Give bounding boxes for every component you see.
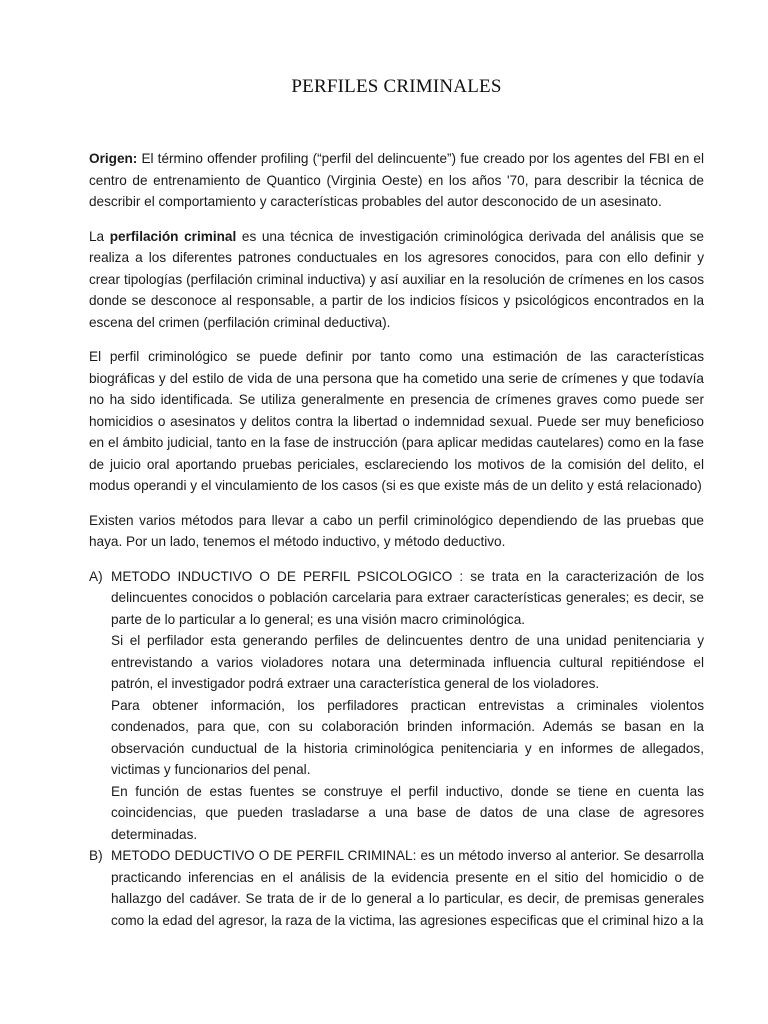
inductivo-lead: METODO INDUCTIVO O DE PERFIL PSICOLOGICO :	[111, 568, 464, 584]
paragraph-origin	[89, 148, 704, 213]
list-marker-a: A)	[89, 568, 103, 584]
origin-text: El término offender profiling (“perfil del delincuente”) fue creado por los agentes del FBI en el centro de entrenamiento de Quantico (Virginia Oeste) en los años '70, para describir la técnica de describir el comportamiento y características probables del autor desconocido de un asesinato.	[89, 151, 704, 209]
paragraph-perfil-criminologico: El perfil criminológico se puede definir por tanto como una estimación de las características biográficas y del estilo de vida de una persona que ha cometido una serie de crímenes y que todavía no ha sido identificada. Se utiliza generalmente en presencia de crímenes graves como puede ser homicidios o asesinatos y delitos contra la libertad o indemnidad sexual. Puede ser muy beneficioso en el ámbito judicial, tanto en la fase de instrucción (para aplicar medidas cautelares) como en la fase de juicio oral aportando pruebas periciales, esclareciendo los motivos de la comisión del delito, el modus operandi y el vinculamiento de los casos (si es que existe más de un delito y está relacionado)	[89, 349, 704, 493]
perfilacion-bold: perfilación criminal	[109, 228, 237, 244]
list-item-deductivo	[89, 845, 704, 931]
paragraph-perfilacion	[89, 226, 704, 334]
methods-list	[89, 566, 704, 932]
deductivo-lead: METODO DEDUCTIVO O DE PERFIL CRIMINAL:	[111, 848, 417, 863]
list-item-inductivo	[89, 566, 704, 846]
perfilacion-pre: La	[89, 228, 110, 244]
inductivo-sub-3: En función de estas fuentes se construye el perfil inductivo, donde se tiene en cuenta las coincidencias, que pueden trasladarse a una base de datos de una clase de agresores determinadas.	[111, 783, 704, 842]
paragraph-metodos: Existen varios métodos para llevar a cabo un perfil criminológico dependiendo de las pruebas que haya. Por un lado, tenemos el método inductivo, y método deductivo.	[89, 512, 704, 549]
inductivo-sub-2: Para obtener información, los perfiladores practican entrevistas a criminales violentos condenados, para que, con su colaboración brinden información. Además se basan en la observación cunductual de la historia criminológica penitenciaria y en informes de allegados, victimas y funcionarios del penal.	[111, 697, 704, 777]
document-title: PERFILES CRIMINALES	[291, 76, 502, 97]
deductivo-text: es un método inverso al anterior. Se desarrolla practicando inferencias en el análisis de la evidencia presente en el sitio del homicidio o de hallazgo del cadáver. Se trata de ir de lo general a lo particular, es decir, de premisas generales como la edad del agresor, la raza de la victima, las agresiones especificas que el criminal hizo a la	[111, 848, 704, 928]
inductivo-text: se trata en la caracterización de los delincuentes conocidos o población carcelaria para extraer características generales; es decir, se parte de lo particular a lo general; es una visión macro criminológica.	[111, 568, 704, 627]
origin-lead: Origen:	[89, 151, 138, 166]
inductivo-sub-1: Si el perfilador esta generando perfiles de delincuentes dentro de una unidad penitenciaria y entrevistando a varios violadores notara una determinada influencia cultural repitiéndose el patrón, el investigador podrá extraer una característica general de los violadores.	[111, 633, 704, 691]
perfilacion-text: es una técnica de investigación criminológica derivada del análisis que se realiza a los diferentes patrones conductuales en los agresores conocidos, para con ello definir y crear tipologías (perfilación criminal inductiva) y así auxiliar en la resolución de crímenes en los casos donde se desconoce al responsable, a partir de los indicios físicos y psicológicos encontrados en la escena del crimen (perfilación criminal deductiva).	[89, 228, 704, 330]
list-marker-b: B)	[89, 848, 103, 863]
